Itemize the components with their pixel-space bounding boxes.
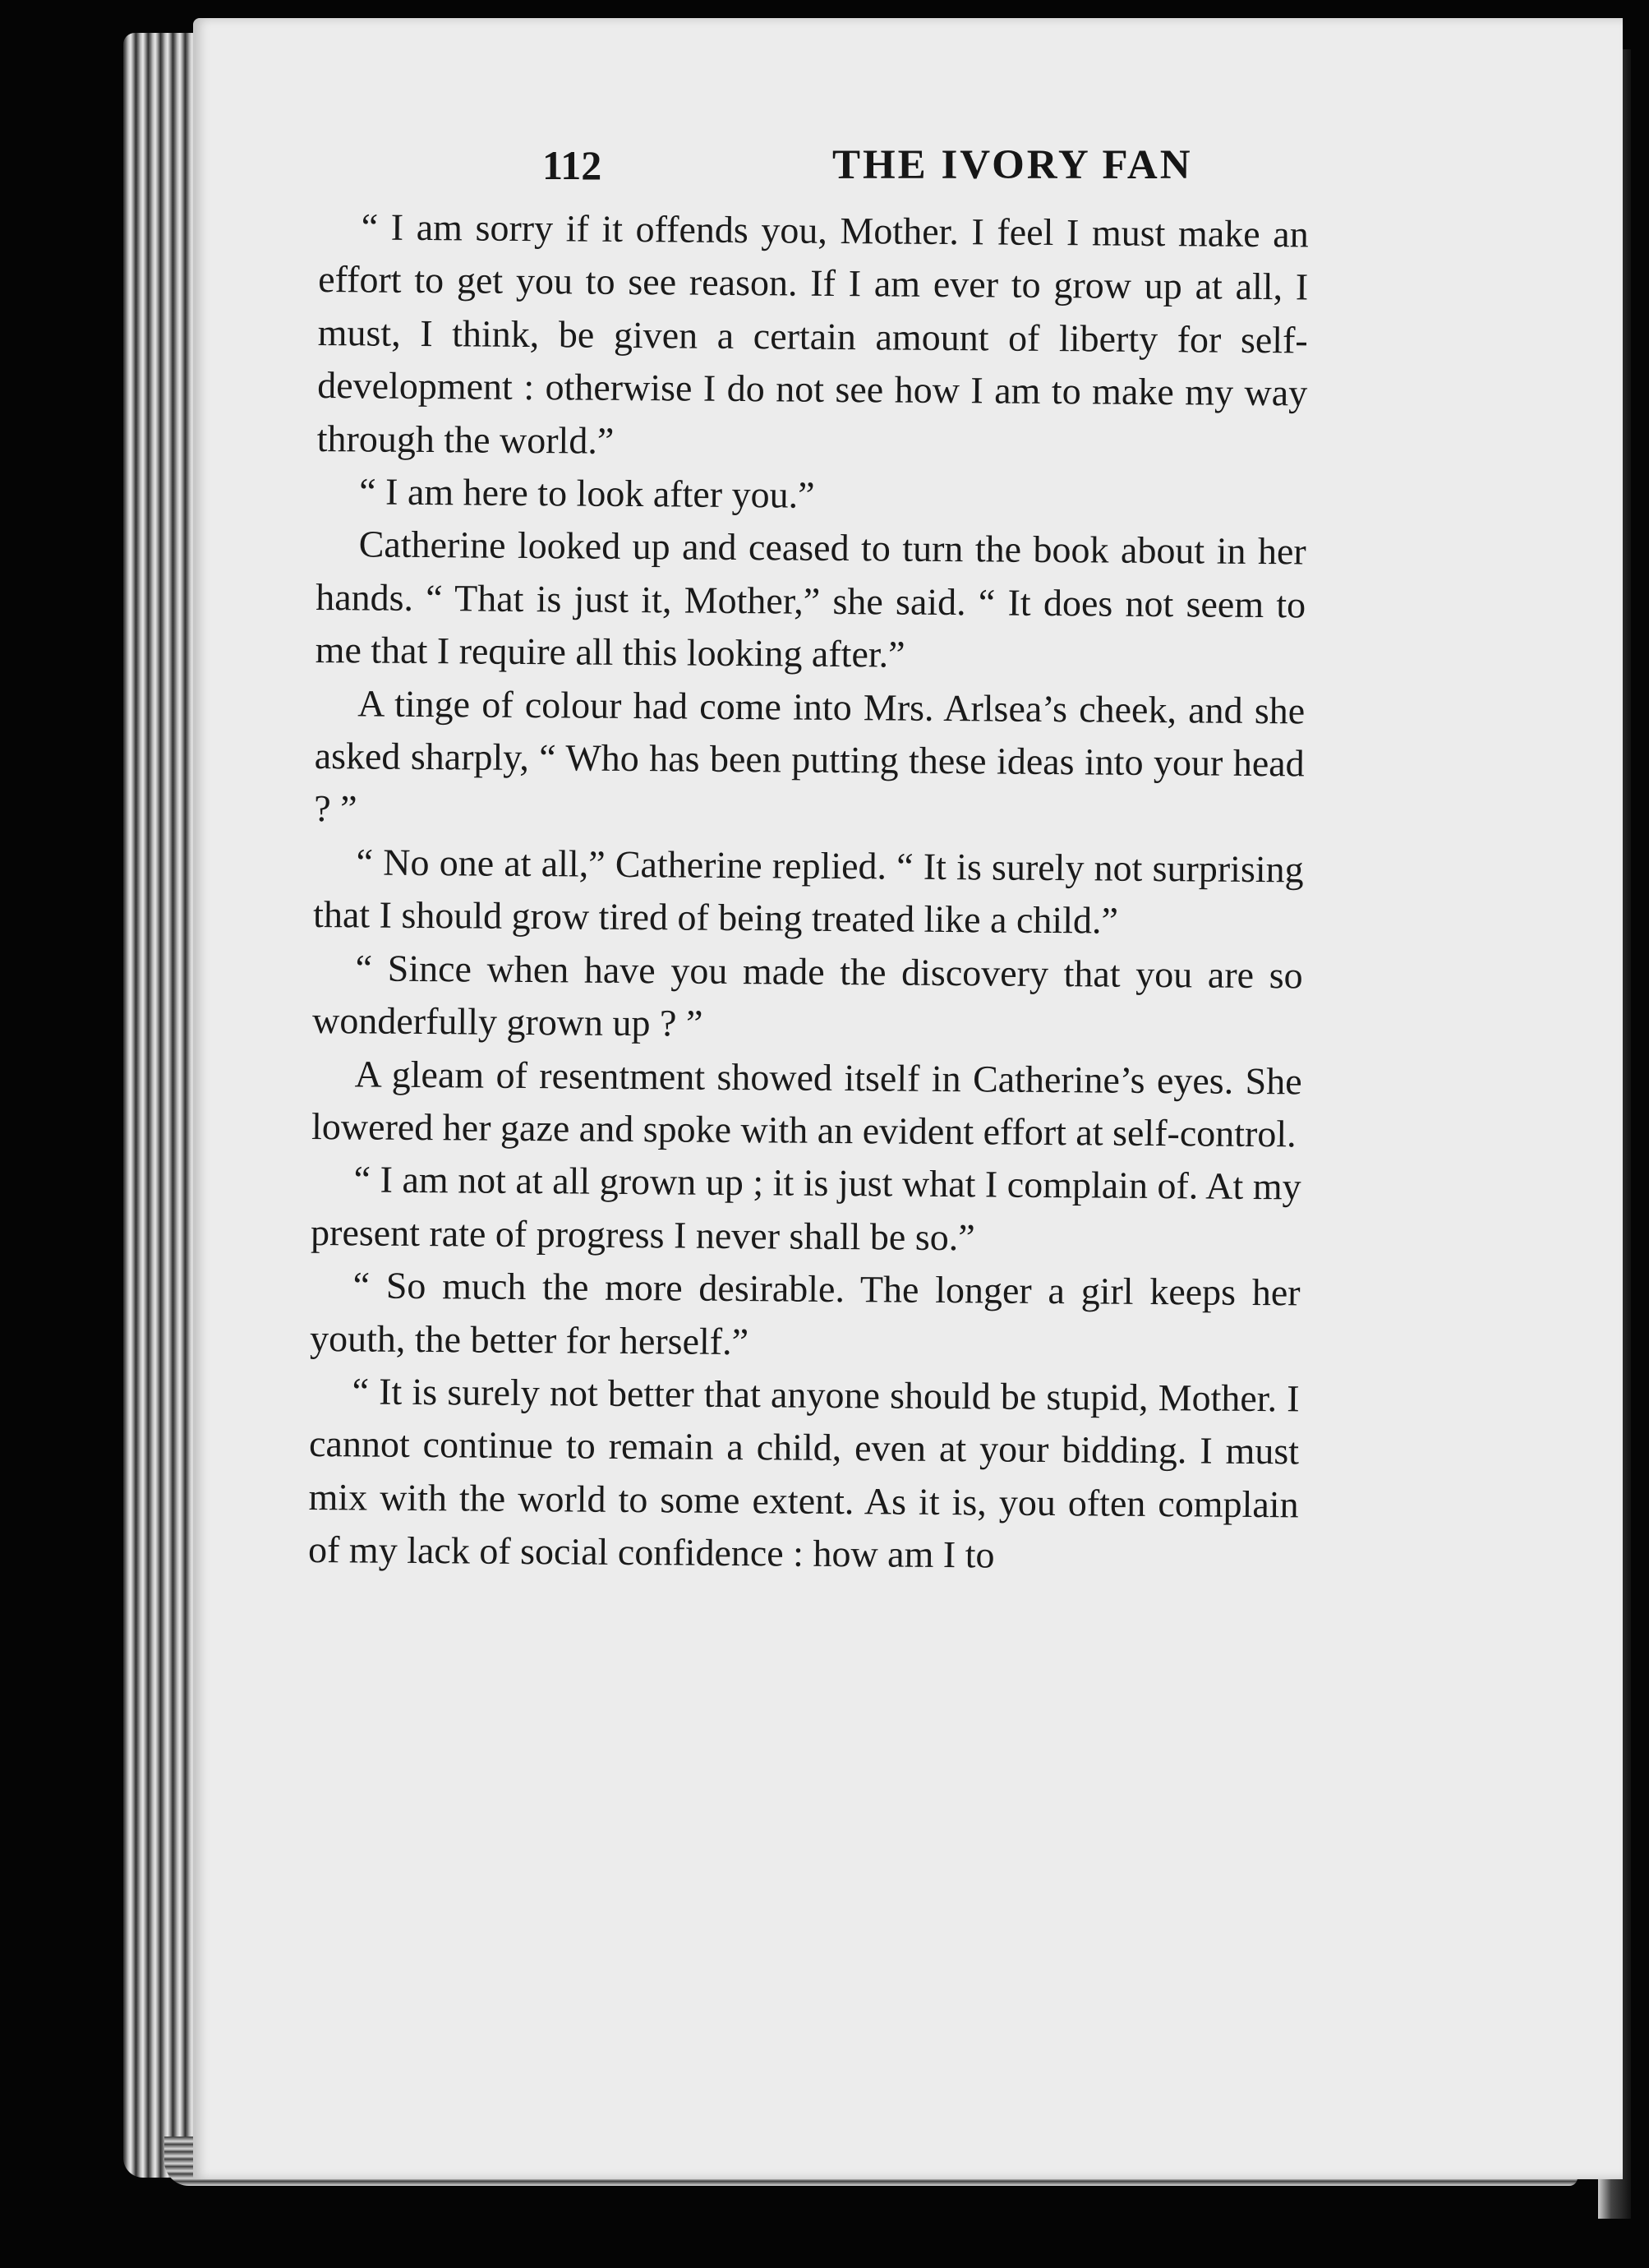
paragraph: “ I am here to look after you.”: [359, 470, 815, 516]
paragraph: “ I am not at all grown up ; it is just what I complain of. At my present rate of progress I never shall be so.”: [310, 1158, 1301, 1259]
body-text: [308, 201, 1309, 1584]
paragraph: “ So much the more desirable. The longer a girl keeps her youth, the better for herself.”: [309, 1264, 1301, 1362]
paragraph: “ Since when have you made the discovery that you are so wonderfully grown up ? ”: [311, 947, 1303, 1044]
paragraph: A tinge of colour had come into Mrs. Arlsea’s cheek, and she asked sharply, “ Who has been putting these ideas into your head ? ”: [313, 682, 1306, 830]
page-number: 112: [542, 142, 602, 188]
paragraph: A gleam of resentment showed itself in Catherine’s eyes. She lowered her gaze and spoke with an evident effort at self-control.: [311, 1052, 1302, 1155]
page-header: [193, 141, 1623, 199]
running-title: THE IVORY FAN: [832, 142, 1193, 188]
paragraph: “ I am sorry if it offends you, Mother. I feel I must make an effort to get you to see reason. If I am ever to grow up at all, I must, I think, be given a certain amount of liberty for self-development : otherwise I do not see how I am to make my way through the world.”: [316, 205, 1309, 462]
paragraph: “ No one at all,” Catherine replied. “ It is surely not surprising that I should grow tired of being treated like a child.”: [312, 841, 1304, 942]
paragraph: “ It is surely not better that anyone should be stupid, Mother. I cannot continue to remain a child, even at your bidding. I must mix with the world to some extent. As it is, you often complain of my lack of social confidence : how am I to: [307, 1370, 1300, 1576]
paragraph: Catherine looked up and ceased to turn the book about in her hands. “ That is just it, Mother,” she said. “ It does not seem to me that I require all this looking after.”: [315, 523, 1306, 675]
